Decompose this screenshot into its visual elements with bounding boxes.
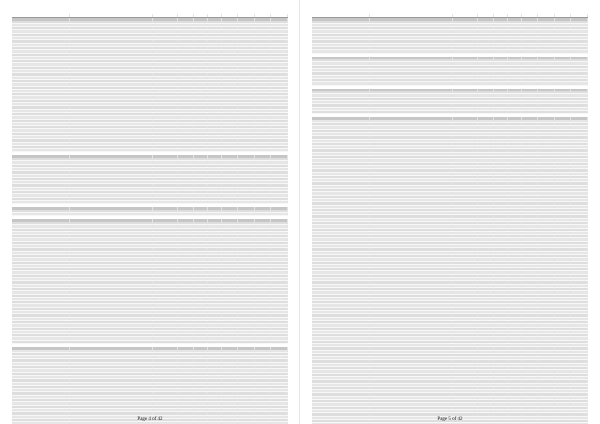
data-table [12,14,288,424]
document-page-right [300,0,600,424]
page-number: Page 4 of 42 [137,417,163,422]
data-table [312,14,588,424]
page-number: Page 5 of 42 [437,417,463,422]
